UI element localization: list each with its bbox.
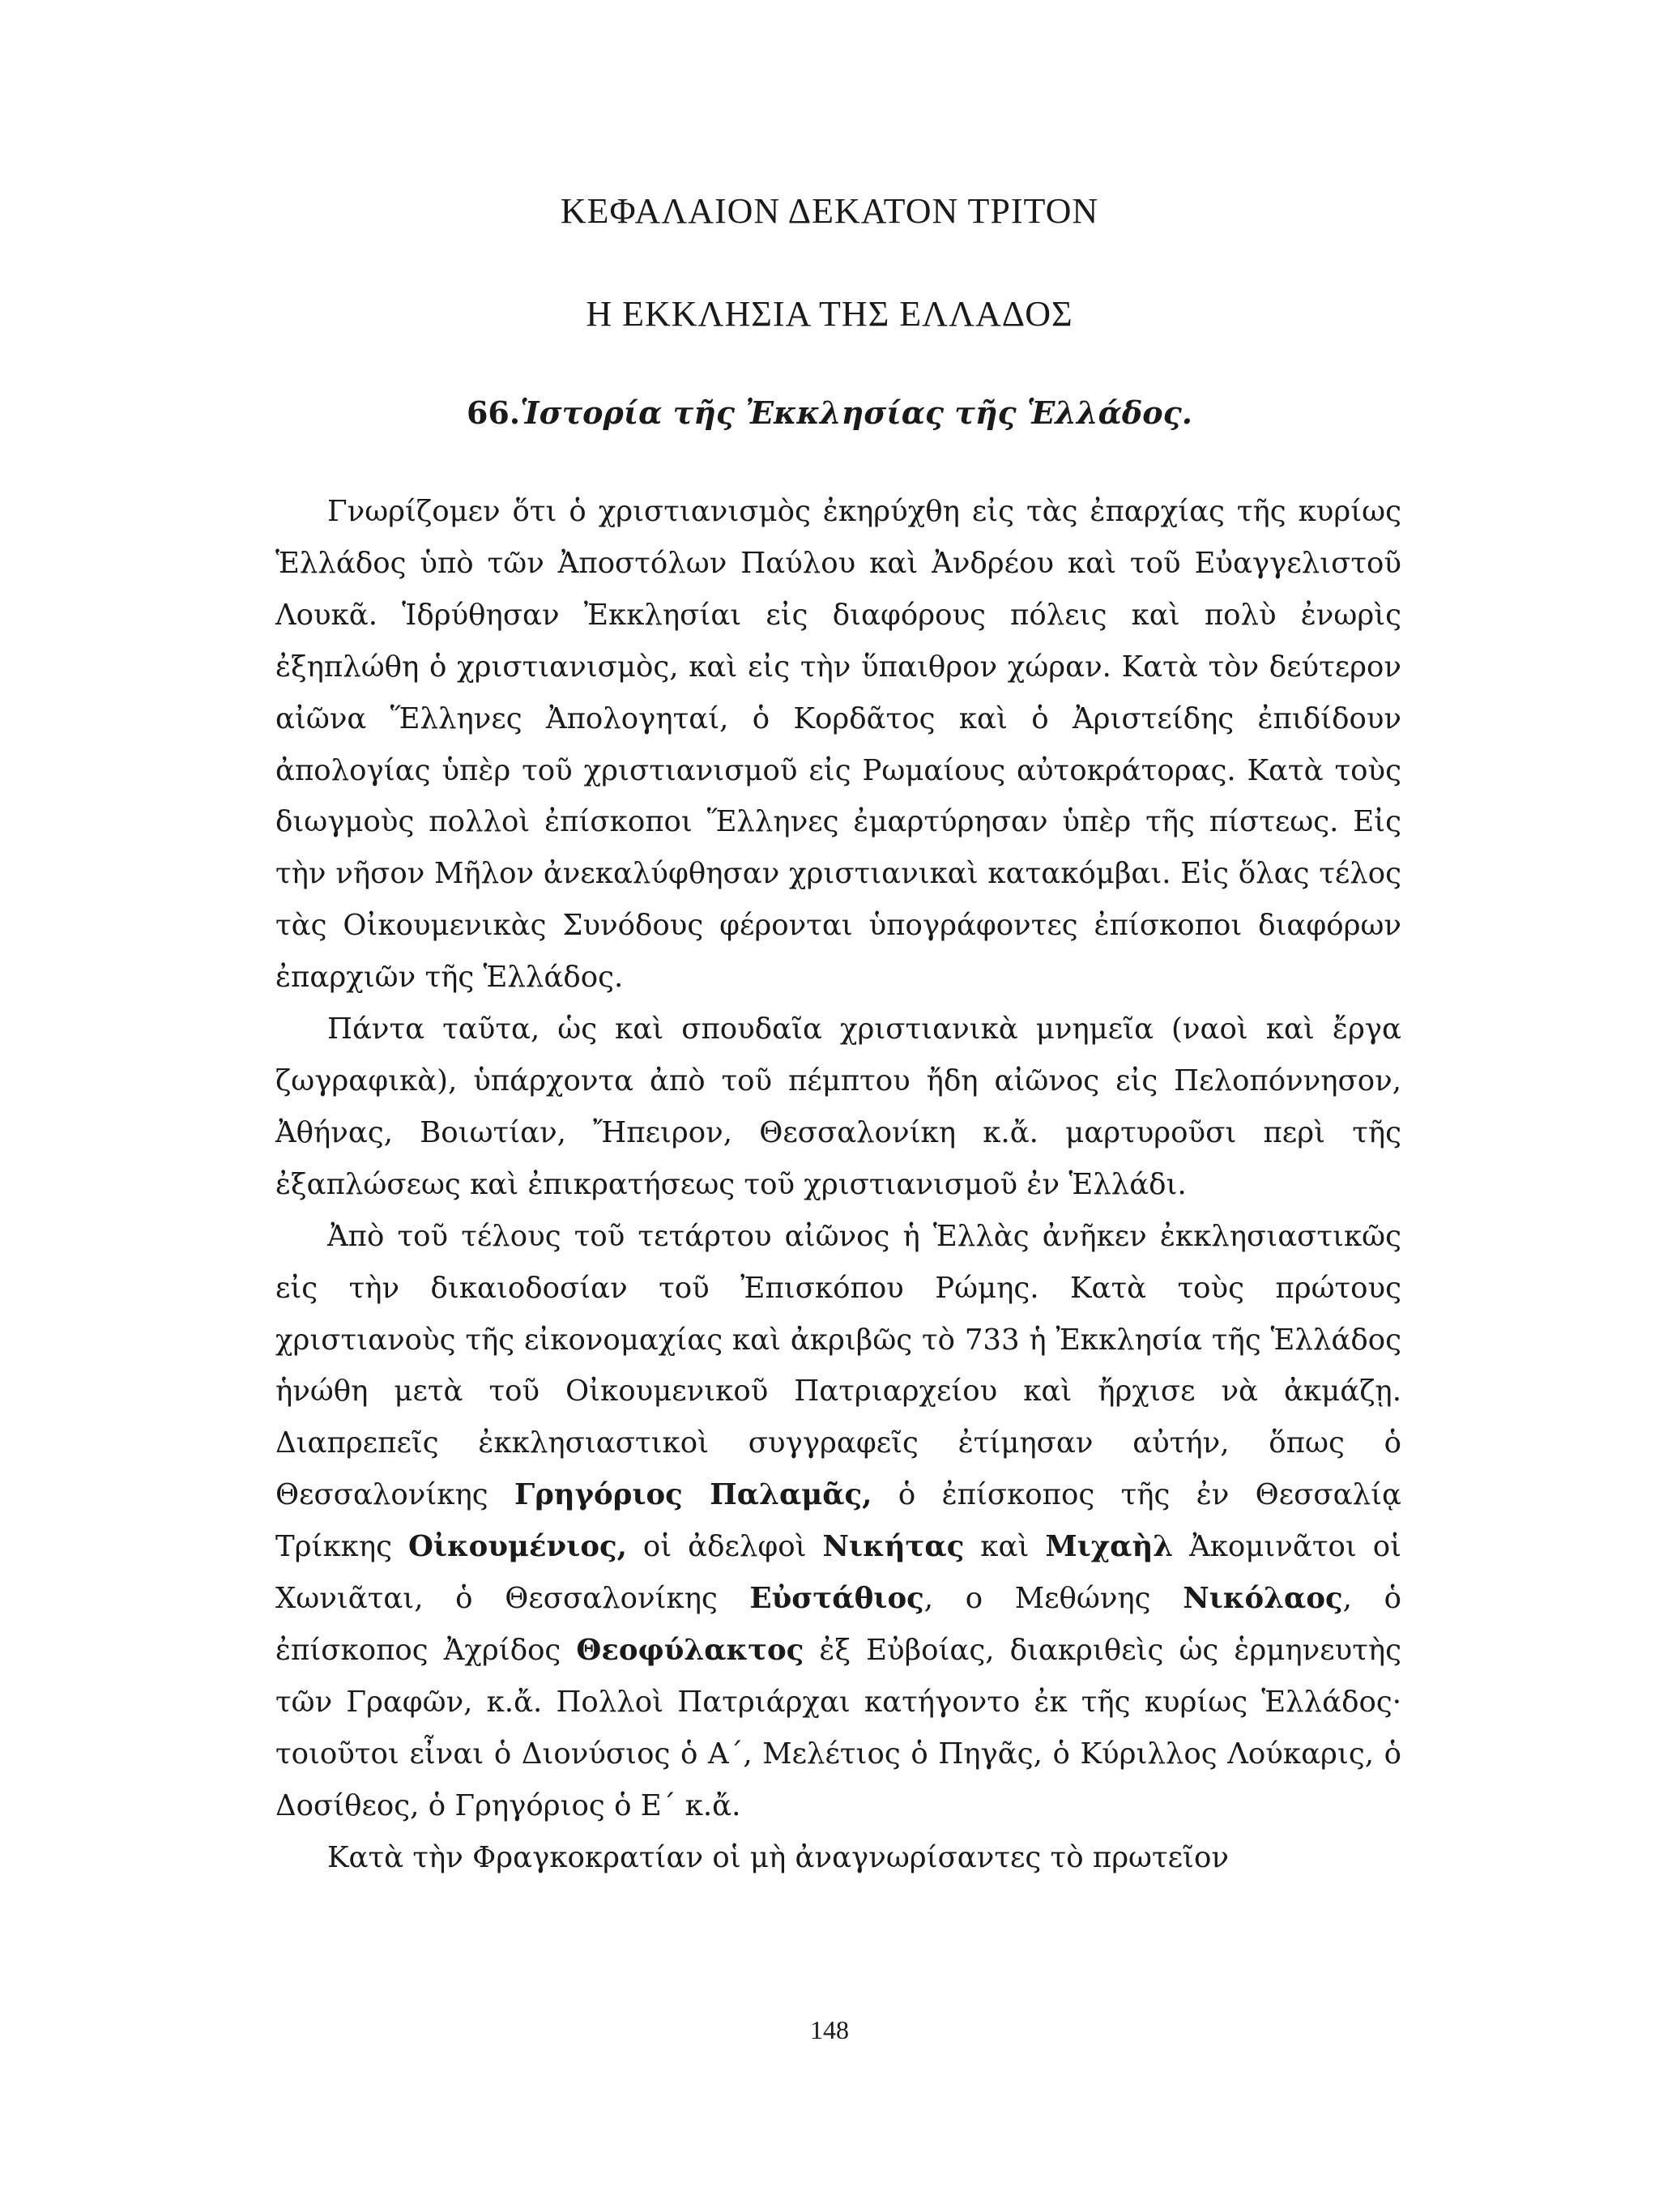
body-text [275, 486, 1401, 1883]
section-title: Ἱστορία τῆς Ἐκκλησίας τῆς Ἑλλάδος. [520, 394, 1192, 431]
paragraph-3-text: καὶ [964, 1530, 1046, 1564]
paragraph-2: Πάντα ταῦτα, ὡς καὶ σπουδαῖα χριστιανικὰ μνημεῖα (ναοὶ καὶ ἔργα ζωγραφικὰ), ὑπάρχοντα ἀπὸ τοῦ πέμπτου ἤδη αἰῶνος εἰς Πελοπόννησον, Ἀθήνας, Βοιωτίαν, Ἤπειρον, Θεσσαλονίκη κ.ἄ. μαρτυροῦσι περὶ τῆς ἐξαπλώσεως καὶ ἐπικρατήσεως τοῦ χριστιανισμοῦ ἐν Ἑλλάδι. [275, 1012, 1401, 1201]
paragraph-1: Γνωρίζομεν ὅτι ὁ χριστιανισμὸς ἐκηρύχθη εἰς τὰς ἐπαρχίας τῆς κυρίως Ἑλλάδος ὑπὸ τῶν Ἀποστόλων Παύλου καὶ Ἀνδρέου καὶ τοῦ Εὐαγγελιστοῦ Λουκᾶ. Ἱδρύθησαν Ἐκκλησίαι εἰς διαφόρους πόλεις καὶ πολὺ ἐνωρὶς ἐξηπλώθη ὁ χριστιανισμὸς, καὶ εἰς τὴν ὕπαιθρον χώραν. Κατὰ τὸν δεύτερον αἰῶνα Ἕλληνες Ἀπολογηταί, ὁ Κορδᾶτος καὶ ὁ Ἀριστείδης ἐπιδίδουν ἀπολογίας ὑπὲρ τοῦ χριστιανισμοῦ εἰς Ρωμαίους αὐτοκράτορας. Κατὰ τοὺς διωγμοὺς πολλοὶ ἐπίσκοποι Ἕλληνες ἐμαρτύρησαν ὑπὲρ τῆς πίστεως. Εἰς τὴν νῆσον Μῆλον ἀνεκαλύφθησαν χριστιανικαὶ κατακόμβαι. Εἰς ὅλας τέλος τὰς Οἰκουμενικὰς Συνόδους φέρονται ὑπογράφοντες ἐπίσκοποι διαφόρων ἐπαρχιῶν τῆς Ἑλλάδος. [275, 495, 1401, 995]
bold-name-theophylaktos: Θεοφύλακτος [576, 1633, 804, 1667]
bold-name-eustathios: Εὐστάθιος [749, 1582, 924, 1616]
paragraph-3-text: Ἀπὸ τοῦ τέλους τοῦ τετάρτου αἰῶνος ἡ Ἑλλὰς ἀνῆκεν ἐκκλησιαστικῶς εἰς τὴν δικαιοδοσίαν τοῦ Ἐπισκόπου Ρώμης. Κατὰ τοὺς πρώτους χριστιανοὺς τῆς εἰκονομαχίας καὶ ἀκριβῶς τὸ 733 ἡ Ἐκκλησία τῆς Ἑλλάδος ἡνώθη μετὰ τοῦ Οἰκουμενικοῦ Πατριαρχείου καὶ ἤρχισε νὰ ἀκμάζῃ. Διαπρεπεῖς ἐκκλησιαστικοὶ συγγραφεῖς ἐτίμησαν αὐτήν, ὅπως ὁ Θεσσαλονίκης [275, 1219, 1401, 1512]
bold-name-gregorios-palamas: Γρηγόριος Παλαμᾶς, [514, 1478, 872, 1512]
paragraph-4: Κατὰ τὴν Φραγκοκρατίαν οἱ μὴ ἀναγνωρίσαντες τὸ πρωτεῖον [327, 1840, 1229, 1874]
paragraph-3-text: , ο Μεθώνης [923, 1582, 1183, 1616]
paragraph-3-text: Ἀκομινᾶτοι οἱ Χωνιᾶται, ὁ Θεσσαλονίκης [275, 1530, 1401, 1616]
section-heading [0, 394, 1659, 431]
section-number: 66. [466, 394, 521, 431]
page-number: 148 [810, 2015, 849, 2044]
paragraph-3-text: ἐξ Εὐβοίας, διακριθεὶς ὡς ἑρμηνευτὴς τῶν Γραφῶν, κ.ἄ. Πολλοὶ Πατριάρχαι κατήγοντο ἐκ τῆς κυρίως Ἑλλάδος· τοιοῦτοι εἶναι ὁ Διονύσιος ὁ Α΄, Μελέτιος ὁ Πηγᾶς, ὁ Κύριλλος Λούκαρις, ὁ Δοσίθεος, ὁ Γρηγόριος ὁ Ε΄ κ.ἄ. [275, 1633, 1401, 1822]
paragraph-3-text: οἱ ἀδελφοὶ [626, 1530, 823, 1564]
paragraph-3-text: , ὁ ἐπίσκοπος Ἀχρίδος [275, 1582, 1401, 1667]
bold-name-niketas: Νικήτας [822, 1530, 965, 1564]
bold-name-oikoumenios: Οἰκουμένιος, [407, 1530, 627, 1564]
bold-name-michael: Μιχαὴλ [1045, 1530, 1174, 1564]
chapter-subtitle: Η ΕΚΚΛΗΣΙΑ ΤΗΣ ΕΛΛΑΔΟΣ [586, 294, 1073, 334]
paragraph-3-text: ὁ ἐπίσκοπος τῆς ἐν Θεσσαλίᾳ Τρίκκης [275, 1478, 1401, 1564]
paragraph-3 [275, 1211, 1401, 1832]
chapter-title: ΚΕΦΑΛΑΙΟΝ ΔΕΚΑΤΟΝ ΤΡΙΤΟΝ [560, 191, 1099, 231]
bold-name-nikolaos: Νικόλαος [1183, 1582, 1343, 1616]
